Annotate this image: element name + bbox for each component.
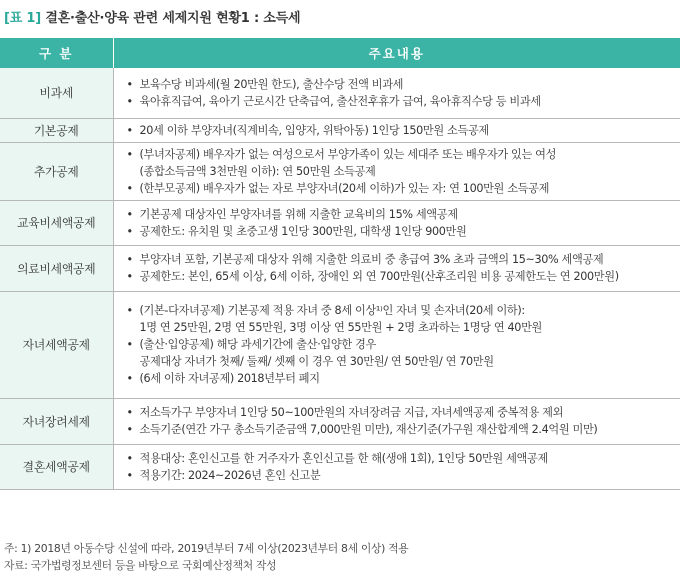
item-text: (6세 이하 자녀공제) 2018년부터 폐지 bbox=[139, 372, 320, 385]
bullet-icon: • bbox=[126, 94, 133, 108]
bullet-icon: • bbox=[126, 406, 133, 419]
table-row bbox=[0, 245, 680, 291]
list-item bbox=[114, 223, 680, 240]
item-text: 육아휴직급여, 육아기 근로시간 단축급여, 출산전후휴가 급여, 육아휴직수당 등 비과세 bbox=[139, 94, 541, 108]
item-text-continued: 1명 연 25만원, 2명 연 55만원, 3명 이상 연 55만원 + 2명 초과하는 1명당 연 40만원 bbox=[139, 321, 542, 334]
row-category: 비과세 bbox=[0, 68, 113, 118]
list-item bbox=[114, 268, 680, 285]
table-row bbox=[0, 291, 680, 398]
list-item bbox=[114, 421, 680, 438]
table-title-text: 결혼·출산·양육 관련 세제지원 현황1 : 소득세 bbox=[45, 11, 301, 26]
item-text: (부녀자공제) 배우자가 없는 여성으로서 부양가족이 있는 세대주 또는 배우자가 있는 여성 bbox=[139, 147, 557, 161]
row-category: 기본공제 bbox=[0, 118, 113, 142]
header-content: 주요내용 bbox=[113, 38, 680, 68]
item-text: 공제한도: 유치원 및 초중고생 1인당 300만원, 대학생 1인당 900만원 bbox=[139, 224, 467, 238]
footnote-source: 자료: 국가법령정보센터 등을 바탕으로 국회예산정책처 작성 bbox=[4, 559, 277, 572]
bullet-icon: • bbox=[126, 224, 133, 238]
list-item bbox=[114, 370, 680, 387]
row-content bbox=[113, 291, 680, 398]
list-item bbox=[114, 336, 680, 370]
row-category: 자녀세액공제 bbox=[0, 291, 113, 398]
list-item bbox=[114, 450, 680, 467]
row-category: 결혼세액공제 bbox=[0, 444, 113, 489]
bullet-icon: • bbox=[126, 423, 133, 436]
table-row bbox=[0, 68, 680, 118]
row-category: 교육비세액공제 bbox=[0, 200, 113, 245]
bullet-icon: • bbox=[126, 304, 133, 317]
table-row bbox=[0, 118, 680, 142]
bullet-icon: • bbox=[126, 338, 133, 351]
item-text: (한부모공제) 배우자가 없는 자로 부양자녀(20세 이하)가 있는 자: 연 100만원 소득공제 bbox=[139, 181, 550, 195]
row-content bbox=[113, 118, 680, 142]
row-category: 자녀장려세제 bbox=[0, 398, 113, 444]
table-row bbox=[0, 444, 680, 489]
bullet-icon: • bbox=[126, 468, 133, 482]
table-header-row bbox=[0, 38, 680, 68]
footnote-note: 주: 1) 2018년 아동수당 신설에 따라, 2019년부터 7세 이상(2023년부터 8세 이상) 적용 bbox=[4, 542, 409, 555]
table-row bbox=[0, 200, 680, 245]
row-category: 추가공제 bbox=[0, 142, 113, 200]
bullet-icon: • bbox=[126, 253, 133, 266]
item-text: (기본-다자녀공제) 기본공제 적용 자녀 중 8세 이상¹⁾인 자녀 및 손자녀(20세 이하): bbox=[139, 304, 525, 317]
row-content bbox=[113, 68, 680, 118]
row-content bbox=[113, 200, 680, 245]
bullet-icon: • bbox=[126, 270, 133, 283]
row-content bbox=[113, 444, 680, 489]
bullet-icon: • bbox=[126, 77, 133, 91]
table-title bbox=[4, 7, 300, 26]
row-content bbox=[113, 142, 680, 200]
bullet-icon: • bbox=[126, 372, 133, 385]
bullet-icon: • bbox=[126, 451, 133, 465]
list-item bbox=[114, 206, 680, 223]
item-text: 보육수당 비과세(월 20만원 한도), 출산수당 전액 비과세 bbox=[139, 77, 404, 91]
item-text: 부양자녀 포함, 기본공제 대상자 위해 지출한 의료비 중 총급여 3% 초과 금액의 15~30% 세액공제 bbox=[139, 253, 604, 266]
row-content bbox=[113, 245, 680, 291]
item-text: 적용기간: 2024~2026년 혼인 신고분 bbox=[139, 468, 321, 482]
list-item bbox=[114, 404, 680, 421]
item-text-continued: (종합소득금액 3천만원 이하): 연 50만원 소득공제 bbox=[139, 164, 376, 178]
list-item bbox=[114, 122, 680, 139]
bullet-icon: • bbox=[126, 147, 133, 161]
tax-support-table bbox=[0, 38, 680, 490]
row-category: 의료비세액공제 bbox=[0, 245, 113, 291]
list-item bbox=[114, 93, 680, 110]
bullet-icon: • bbox=[126, 207, 133, 221]
item-text: 20세 이하 부양자녀(직계비속, 입양자, 위탁아동) 1인당 150만원 소득공제 bbox=[139, 123, 489, 137]
item-text-continued: 공제대상 자녀가 첫째/ 둘째/ 셋째 이 경우 연 30만원/ 연 50만원/ 연 70만원 bbox=[139, 355, 494, 368]
table-number-tag: [표 1] bbox=[4, 11, 42, 26]
table-row bbox=[0, 142, 680, 200]
list-item bbox=[114, 146, 680, 180]
item-text: 기본공제 대상자인 부양자녀를 위해 지출한 교육비의 15% 세액공제 bbox=[139, 207, 458, 221]
item-text: 공제한도: 본인, 65세 이상, 6세 이하, 장애인 외 연 700만원(산후조리원 비용 공제한도는 연 200만원) bbox=[139, 270, 619, 283]
list-item bbox=[114, 302, 680, 336]
list-item bbox=[114, 76, 680, 93]
item-text: 소득기준(연간 가구 총소득기준금액 7,000만원 미만), 재산기준(가구원 재산합계액 2.4억원 미만) bbox=[139, 423, 598, 436]
table-row bbox=[0, 398, 680, 444]
list-item bbox=[114, 180, 680, 197]
item-text: (출산·입양공제) 해당 과세기간에 출산·입양한 경우 bbox=[139, 338, 376, 351]
item-text: 적용대상: 혼인신고를 한 거주자가 혼인신고를 한 해(생애 1회), 1인당 50만원 세액공제 bbox=[139, 451, 548, 465]
bullet-icon: • bbox=[126, 181, 133, 195]
bullet-icon: • bbox=[126, 123, 133, 137]
row-content bbox=[113, 398, 680, 444]
item-text: 저소득가구 부양자녀 1인당 50~100만원의 자녀장려금 지급, 자녀세액공제 중복적용 제외 bbox=[139, 406, 564, 419]
list-item bbox=[114, 251, 680, 268]
list-item bbox=[114, 467, 680, 484]
header-category: 구 분 bbox=[0, 38, 113, 68]
footnotes bbox=[4, 540, 408, 574]
